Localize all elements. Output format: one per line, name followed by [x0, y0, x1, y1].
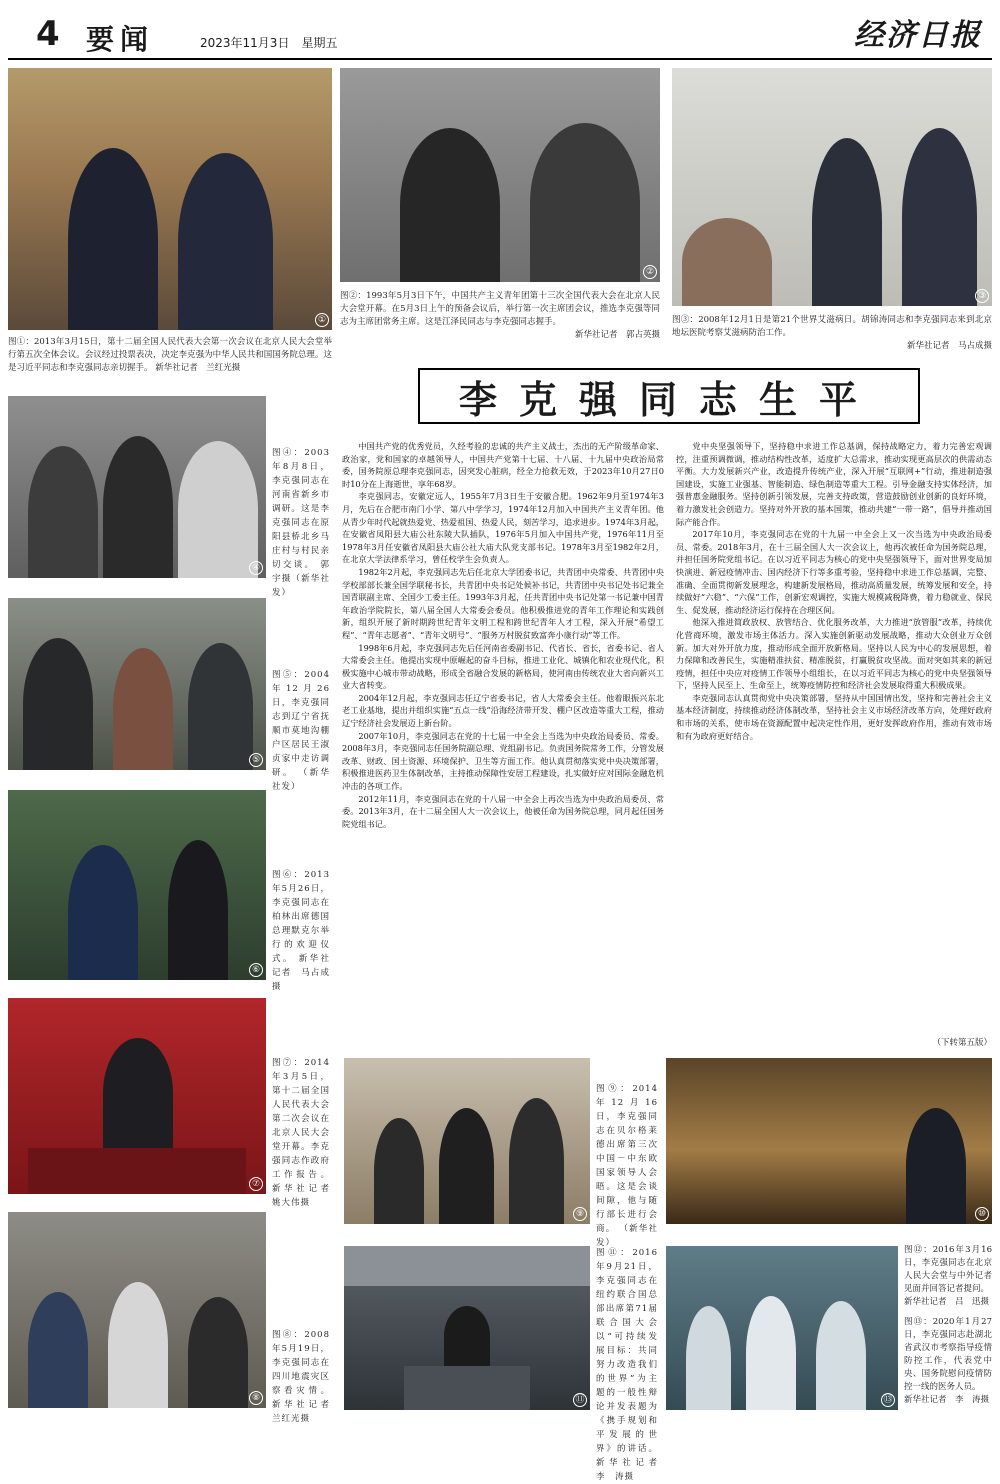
continued-note: （下转第五版）	[932, 1038, 992, 1048]
body-paragraph: 1982年2月起，李克强同志先后任北京大学团委书记，共青团中央常委、共青团中央学校部部长兼全国学联秘书长，共青团中央书记处候补书记，共青团中央书记处书记兼全国青联副主席、全国少工委主任。1993年3月起，任共青团中央书记处第一书记兼中国青年政治学院院长，第八届全国人大常委会委员。他积极推进党的青年工作理论和实践创新，组织开展了新时期跨世纪青年文明工程和跨世纪青年人才工程，深入开展“希望工程”、“青年志愿者”、“青年文明号”、“服务万村脱贫致富奔小康行动”等工作。	[342, 566, 664, 640]
photo-credit: 郭 宇摄（新华社发）	[272, 560, 340, 598]
photo-12-caption	[904, 1244, 992, 1309]
photo-marker: ③	[975, 289, 989, 303]
body-paragraph: 2017年10月，李克强同志在党的十九届一中全会上又一次当选为中央政治局委员、常委。2018年3月，在十三届全国人大一次会议上，他再次被任命为国务院总理，并担任国务院党组书记。在以习近平同志为核心的党中央坚强领导下，面对世界变局加快演进、新冠疫情冲击、国内经济下行等多重考验，坚持稳中求进工作总基调，完整、准确、全面贯彻新发展理念，构建新发展格局，推动高质量发展，统筹发展和安全，持续做好“六稳”、“六保”工作，创新宏观调控，实施大规模减税降费，着力稳就业、保民生、促发展，推动经济运行保持在合理区间。	[676, 529, 992, 615]
caption-text: 图⑨：2014年12月16日，李克强同志在贝尔格莱德出席第三次中国－中东欧国家领导人会晤。这是会谈间隙，他与随行部长进行会商。	[596, 1084, 658, 1234]
caption-text: 图④：2003年8月8日，李克强同志在河南省新乡市调研。这是李克强同志在原阳县桥北乡马庄村与村民亲切交谈。	[272, 448, 330, 570]
photo-marker: ⑪	[573, 1393, 587, 1407]
photo-9-caption	[596, 1082, 658, 1250]
photo-2-caption	[340, 290, 660, 342]
photo-2	[340, 68, 660, 282]
photo-11-caption	[596, 1246, 668, 1484]
photo-marker: ⑧	[249, 1391, 263, 1405]
body-paragraph: 2004年12月起，李克强同志任辽宁省委书记，省人大常委会主任。他着眼振兴东北老工业基地，提出并组织实施“五点一线”沿海经济带开发、棚户区改造等重大工程，推动辽宁经济社会发展迈上新台阶。	[342, 692, 664, 729]
photo-7	[8, 998, 266, 1194]
photo-credit: 新华社记者 马占成摄	[906, 341, 992, 351]
header-rule	[8, 58, 992, 60]
photo-marker: ④	[249, 561, 263, 575]
photo-10	[666, 1058, 992, 1224]
body-column-2	[676, 440, 992, 1030]
caption-text: 图②：1993年5月3日下午，中国共产主义青年团第十三次全国代表大会在北京人民大会堂开幕。在5月3日上午的预备会议后，举行第一次主席团会议，推选李克强等同志为主席团常务主席。这是江泽民同志与李克强同志握手。	[340, 291, 660, 327]
photo-credit: 新华社记者 吕 迅摄	[904, 1297, 990, 1307]
photo-credit: 新华社记者 李 涛摄	[904, 1395, 990, 1405]
photo-marker: ⑨	[573, 1207, 587, 1221]
photo-11	[344, 1246, 590, 1410]
photo-4	[8, 396, 266, 578]
photo-credit: 新华社记者 兰红光摄	[155, 363, 241, 373]
body-paragraph: 党中央坚强领导下，坚持稳中求进工作总基调，保持战略定力，着力完善宏观调控，注重预调微调，推动结构性改革，适度扩大总需求，推动实现更高层次的供需动态平衡。大力发展新兴产业，改造提升传统产业，深入开展“互联网+”行动，推进制造强国建设，实施工业强基、智能制造、绿色制造等重大工程。引导金融支持实体经济，加强普惠金融服务。坚持创新引领发展，完善支持政策，营造鼓励创业创新的良好环境，着力激发社会创造力。坚持对外开放的基本国策，推动共建“一带一路”，倡导并推动国际产能合作。	[676, 441, 992, 527]
body-paragraph: 中国共产党的优秀党员，久经考验的忠诚的共产主义战士，杰出的无产阶级革命家、政治家，党和国家的卓越领导人，中国共产党第十七届、十八届、十九届中央政治局常委，国务院原总理李克强同志，因突发心脏病，经全力抢救无效，于2023年10月27日0时10分在上海逝世，享年68岁。	[342, 441, 664, 489]
body-paragraph: 李克强同志认真贯彻党中央决策部署，坚持从中国国情出发，坚持和完善社会主义基本经济制度，持续推动经济体制改革，坚持社会主义市场经济改革方向，处理好政府和市场的关系，使市场在资源配置中起决定性作用，更好发挥政府作用，推动有效市场和有为政府更好结合。	[676, 692, 992, 741]
caption-text: 图⑬：2020年1月27日，李克强同志赴湖北省武汉市考察指导疫情防控工作，代表党中央、国务院慰问疫情防控一线的医务人员。	[904, 1317, 992, 1392]
photo-3	[672, 68, 992, 306]
photo-8-caption	[272, 1328, 340, 1426]
page-number: 4	[36, 14, 60, 54]
caption-text: 图③：2008年12月1日是第21个世界艾滋病日。胡锦涛同志和李克强同志来到北京地坛医院考察艾滋病防治工作。	[672, 315, 992, 338]
body-paragraph: 1998年6月起，李克强同志先后任河南省委副书记、代省长、省长，省委书记、省人大常委会主任。他提出实现中原崛起的奋斗目标，推进工业化、城镇化和农业现代化，积极实施中心城市带动战略，形成全省融合发展的新格局，使河南由传统农业大省向新兴工业大省转变。	[342, 642, 664, 691]
photo-13	[666, 1246, 898, 1410]
caption-text: 图⑪：2016年9月21日，李克强同志在纽约联合国总部出席第71届联合国大会以“可持续发展目标：共同努力改造我们的世界”为主题的一般性辩论并发表题为《携手规划和平发展的世界》的讲话。	[596, 1248, 658, 1454]
photo-4-caption	[272, 446, 340, 600]
photo-credit: （新华社发）	[596, 1224, 658, 1248]
photo-9	[344, 1058, 590, 1224]
caption-text: 图⑧：2008年5月19日，李克强同志在四川地震灾区察看灾情。	[272, 1330, 330, 1396]
caption-text: 图⑫：2016年3月16日，李克强同志在北京人民大会堂与中外记者见面并回答记者提问。	[904, 1245, 992, 1294]
photo-1-caption	[8, 336, 332, 375]
caption-text: 图①：2013年3月15日，第十二届全国人民代表大会第一次会议在北京人民大会堂举行第五次全体会议。会议经过投票表决，决定李克强为中华人民共和国国务院总理。这是习近平同志和李克强同志亲切握手。	[8, 337, 332, 373]
body-paragraph: 2007年10月，李克强同志在党的十七届一中全会上当选为中央政治局委员、常委。2008年3月，李克强同志任国务院副总理、党组副书记。负责国务院常务工作，分管发展改革、财政、国土资源、环境保护、卫生等方面工作。他认真贯彻落实党中央决策部署，积极推进医药卫生体制改革，主持推动保障性安居工程建设，扎实做好应对国际金融危机冲击的各项工作。	[342, 730, 664, 792]
photo-5	[8, 598, 266, 770]
photo-credit: 新华社记者 兰红光摄	[272, 1400, 340, 1424]
article-title: 李克强同志生平	[458, 377, 879, 422]
photo-marker: ⑩	[975, 1207, 989, 1221]
article-title-box	[418, 368, 920, 424]
photo-7-caption	[272, 1056, 340, 1210]
photo-6	[8, 790, 266, 980]
photo-3-caption	[672, 314, 992, 353]
photo-8	[8, 1212, 266, 1408]
photo-credit: 新华社记者 姚大伟摄	[272, 1184, 340, 1208]
photo-marker: ⑤	[249, 753, 263, 767]
photo-marker: ⑦	[249, 1177, 263, 1191]
photo-credit: 新华社记者 马占成摄	[272, 954, 330, 992]
caption-text: 图⑥：2013年5月26日，李克强同志在柏林出席德国总理默克尔举行的欢迎仪式。	[272, 870, 330, 964]
page-date: 2023年11月3日 星期五	[200, 36, 338, 50]
photo-5-caption	[272, 668, 330, 794]
photo-13-caption	[904, 1316, 992, 1407]
caption-text: 图⑤：2004年12月26日，李克强同志到辽宁省抚顺市莫地沟棚户区居民王淑贞家中走访调研。	[272, 670, 330, 778]
photo-credit: 新华社记者 郭占英摄	[574, 330, 660, 340]
photo-1	[8, 68, 332, 330]
photo-marker: ②	[643, 265, 657, 279]
body-column-1	[342, 440, 664, 1052]
photo-marker: ⑥	[249, 963, 263, 977]
body-paragraph: 2012年11月，李克强同志在党的十八届一中全会上再次当选为中央政治局委员、常委。2013年3月，在十二届全国人大一次会议上，他被任命为国务院总理，同月起任国务院党组书记。	[342, 793, 664, 829]
section-name: 要闻	[86, 23, 155, 56]
body-paragraph: 李克强同志，安徽定远人，1955年7月3日生于安徽合肥。1962年9月至1974年3月，先后在合肥市南门小学、第八中学学习，1974年12月加入中国共产主义青年团。他从青少年时代起就热爱党、热爱祖国、热爱人民，刻苦学习，追求进步。1974年3月起，在安徽省凤阳县大庙公社东陵大队插队，1976年5月加入中国共产党，1976年11月至1978年3月任安徽省凤阳县大庙公社大庙大队党支部书记。1978年3月至1982年2月，在北京大学法律系学习，曾任校学生会负责人。	[342, 491, 664, 565]
photo-6-caption	[272, 868, 330, 994]
body-paragraph: 他深入推进简政放权、放管结合、优化服务改革，大力推进“放管服”改革，持续优化营商环境，激发市场主体活力。深入实施创新驱动发展战略，推动大众创业万众创新。加大对外开放力度，推动形成全面开放新格局。坚持以人民为中心的发展思想，着力保障和改善民生，实施精准扶贫、精准脱贫，打赢脱贫攻坚战。面对突如其来的新冠疫情，担任中央应对疫情工作领导小组组长，在以习近平同志为核心的党中央坚强领导下，坚持人民至上、生命至上，统筹疫情防控和经济社会发展取得重大积极成果。	[676, 617, 992, 691]
photo-credit: 新华社记者 李 涛摄	[596, 1458, 668, 1482]
photo-marker: ①	[315, 313, 329, 327]
photo-credit: （新华社发）	[272, 768, 330, 792]
photo-marker: ⑬	[881, 1393, 895, 1407]
masthead-logo: 经济日报	[854, 18, 982, 53]
caption-text: 图⑦：2014年3月5日，第十二届全国人民代表大会第二次会议在北京人民大会堂开幕。李克强同志作政府工作报告。	[272, 1058, 330, 1180]
